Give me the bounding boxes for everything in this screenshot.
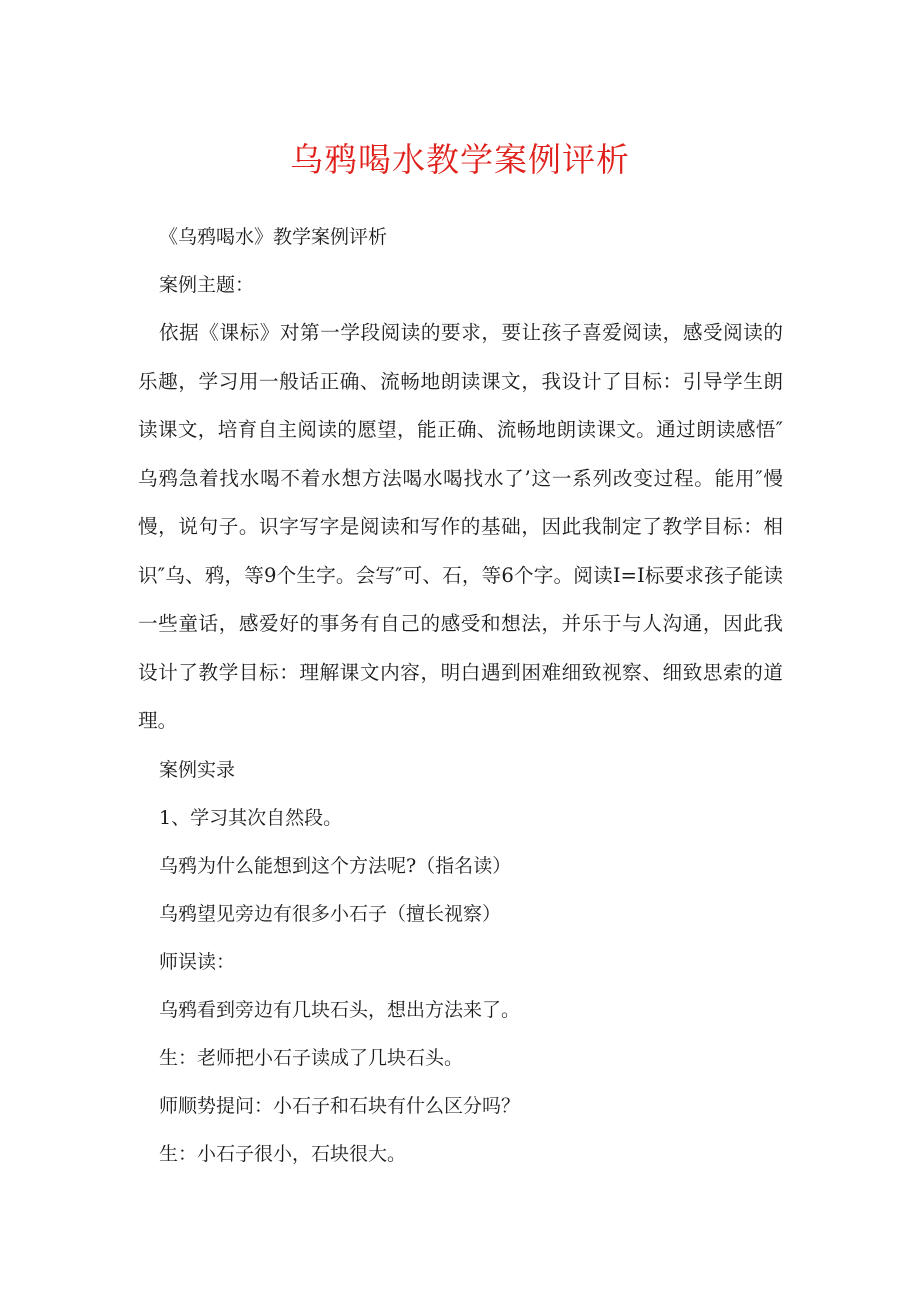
- paragraph: 师顺势提问：小石子和石块有什么区分吗？: [159, 1094, 521, 1117]
- case-theme-heading: 案例主题：: [159, 274, 255, 296]
- paragraph: 乌鸦望见旁边有很多小石子（擅长视察）: [159, 902, 502, 925]
- paragraph: 1、学习其次自然段。: [159, 806, 343, 829]
- case-theme-paragraph: 依据《课标》对第一学段阅读的要求，要让孩子喜爱阅读，感受阅读的乐趣，学习用一般话正确、流畅地朗读课文，我设计了目标：引导学生朗读课文，培育自主阅读的愿望，能正确、流畅地朗读课文。通过朗读感悟″乌鸦急着找水喝不着水想方法喝水喝找水了’这一系列改变过程。能用″慢慢，说句子。识字写字是阅读和写作的基础，因此我制定了教学目标：相识″乌、鸦，等9个生字。会写″可、石，等6个字。阅读I=I标要求孩子能读一些童话，感爱好的事务有自己的感受和想法，并乐于与人沟通，因此我设计了教学目标：理解课文内容，明白遇到困难细致视察、细致思索的道理。: [138, 321, 783, 732]
- paragraph: 生：老师把小石子读成了几块石头。: [159, 1046, 464, 1069]
- case-record-heading: 案例实录: [159, 758, 236, 781]
- document-body: [138, 213, 783, 1178]
- paragraph: 生：小石子很小，石块很大。: [159, 1142, 407, 1165]
- document-title: 乌鸦喝水教学案例评析: [290, 140, 630, 179]
- paragraph: 乌鸦为什么能想到这个方法呢?（指名读）: [159, 854, 512, 877]
- paragraph: 师误读：: [159, 950, 236, 973]
- subtitle-paragraph: 《乌鸦喝水》教学案例评析: [159, 226, 388, 248]
- paragraph: 乌鸦看到旁边有几块石头，想出方法来了。: [159, 998, 521, 1021]
